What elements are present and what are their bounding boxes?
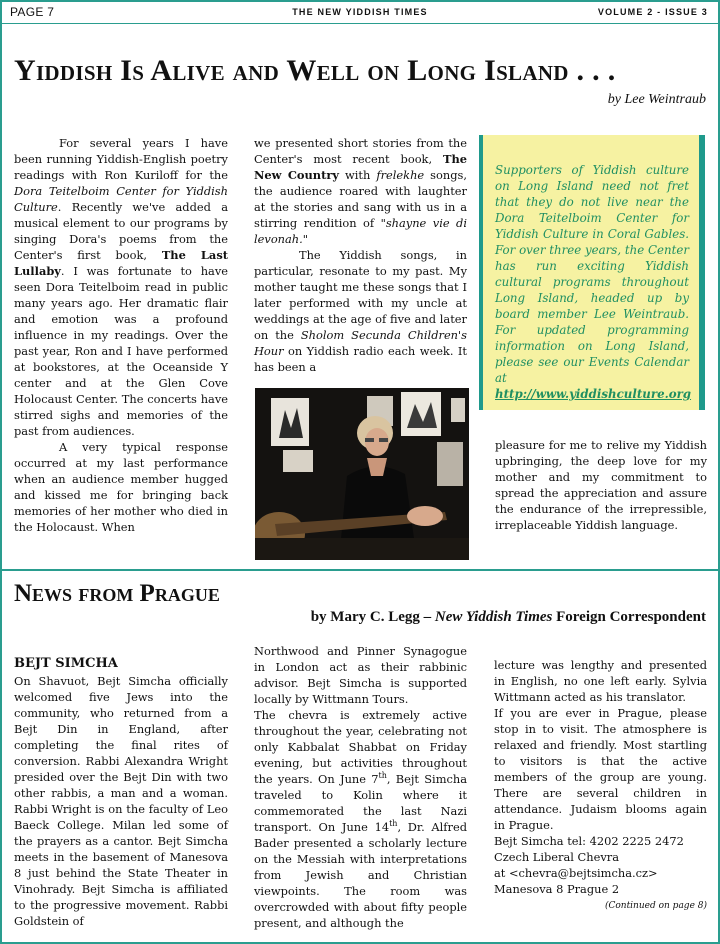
ordinal-suffix: th bbox=[378, 771, 387, 781]
text-run: , Bejt Simcha traveled to Kolin where it commemorated the last Nazi transport. On June 14 bbox=[254, 772, 467, 834]
issue-label: VOLUME 2 - ISSUE 3 bbox=[597, 7, 708, 17]
paragraph: lecture was lengthy and presented in English, no one left early. Sylvia Wittmann acted as his translator. bbox=[494, 658, 707, 704]
text-run: on Yiddish radio each week. It has been a bbox=[254, 344, 467, 374]
yiddish-word: frelekhe bbox=[376, 168, 425, 182]
section-subhead: BEJT SIMCHA bbox=[14, 656, 118, 671]
byline-role: Foreign Correspondent bbox=[552, 609, 706, 625]
prague-column-1 bbox=[14, 655, 228, 929]
paragraph: A very typical response occurred at my last performance when an audience member hugged and kissed me for bringing back memories of her mother who died in the Holocaust. When bbox=[14, 440, 228, 534]
article-column-3 bbox=[495, 437, 707, 533]
radio-show-title: Sholom Secunda Children's Hour bbox=[254, 328, 467, 358]
byline-author: by Mary C. Legg – bbox=[310, 609, 435, 625]
article-column-2 bbox=[254, 135, 467, 375]
text-run: . Recently we've added a musical element to our programs by singing Dora's poems from the Center's first book, bbox=[14, 200, 228, 262]
publication-name: THE NEW YIDDISH TIMES bbox=[292, 7, 428, 17]
text-run: we presented short stories from the Center's most recent book, bbox=[254, 136, 467, 166]
contact-email[interactable]: at <chevra@bejtsimcha.cz> bbox=[494, 866, 658, 880]
text-run: The Yiddish songs, in particular, resonate to my past. My mother taught me these songs that I later performed with my uncle at weddings at the age of five and later on the bbox=[254, 248, 467, 342]
article-title-prague: News from Prague bbox=[14, 580, 220, 607]
photo-illustration bbox=[255, 388, 469, 560]
continued-note: (Continued on page 8) bbox=[604, 901, 707, 911]
page-header bbox=[2, 2, 718, 24]
song-title: "shayne vie di levonah." bbox=[254, 216, 467, 246]
book-title: The Last Lullaby bbox=[14, 248, 228, 278]
sidebar-text: Supporters of Yiddish culture on Long Island need not fret that they do not live near the Dora Teitelboim Center for Yiddish Culture in Coral Gables. For over three years, the Center has run exciting Yiddish cultural programs throughout Long Island, headed up by board member Lee Weintraub. For updated programming information on Long Island, please see our Events Calendar at bbox=[495, 163, 689, 385]
byline-publication: New Yiddish Times bbox=[434, 609, 553, 625]
paragraph: Northwood and Pinner Synagogue in London act as their rabbinic advisor. Bejt Simcha is supported locally by Wittmann Tours. bbox=[254, 644, 467, 706]
prague-column-3 bbox=[494, 657, 707, 914]
text-run: The chevra is extremely active throughout the year, celebrating not only Kabbalat Shabbat on Friday evening, but activities throughout the years. On June 7 bbox=[254, 708, 467, 786]
article-title: Yiddish Is Alive and Well on Long Island . . . bbox=[14, 54, 616, 87]
sidebar-callout bbox=[479, 135, 705, 410]
text-run: with bbox=[338, 168, 377, 182]
text-run: , Dr. Alfred Bader presented a scholarly lecture on the Messiah with interpretations from Jewish and Christian viewpoints. The room was overcrowded with about fifty people present, and although the bbox=[254, 820, 467, 930]
article-column-1 bbox=[14, 135, 228, 535]
text-run: For several years I have been running Yiddish-English poetry readings with Ron Kuriloff for the bbox=[14, 136, 228, 182]
center-name: Dora Teitelboim Center for Yiddish Culture bbox=[14, 184, 228, 214]
section-divider bbox=[2, 569, 718, 571]
performer-photo bbox=[255, 388, 469, 560]
page-number: PAGE 7 bbox=[10, 5, 55, 19]
contact-address: Manesova 8 Prague 2 bbox=[494, 882, 620, 896]
prague-column-2 bbox=[254, 643, 467, 931]
article-byline-prague bbox=[311, 609, 706, 626]
contact-org: Czech Liberal Chevra bbox=[494, 850, 619, 864]
website-link[interactable]: http://www.yiddishculture.org bbox=[495, 387, 692, 401]
paragraph: pleasure for me to relive my Yiddish upbringing, the deep love for my mother and my commitment to spread the appreciation and assure the endurance of the irrepressible, irreplaceable Yiddish language. bbox=[495, 438, 707, 532]
contact-phone: Bejt Simcha tel: 4202 2225 2472 bbox=[494, 834, 684, 848]
article-byline: by Lee Weintraub bbox=[607, 92, 706, 107]
paragraph: If you are ever in Prague, please stop in to visit. The atmosphere is relaxed and friendly. Most startling to visitors is that the active members of the group are young. There are several children in attendance. Judaism blooms again in Prague. bbox=[494, 706, 707, 832]
ordinal-suffix: th bbox=[389, 819, 398, 829]
paragraph: On Shavuot, Bejt Simcha officially welcomed five Jews into the community, who returned from a Bejt Din in England, after completing the final rites of conversion. Rabbi Alexandra Wright presided over the Bejt Din with two other rabbis, a man and a woman. Rabbi Wright is on the faculty of Leo Baeck College. Milan led some of the prayers as a cantor. Bejt Simcha meets in the basement of Manesova 8 just behind the State Theater in Vinohrady. Bejt Simcha is affiliated to the progressive movement. Rabbi Goldstein of bbox=[14, 674, 228, 928]
text-run: songs, the audience roared with laughter at the stories and sang with us in a stirring rendition of bbox=[254, 168, 467, 230]
book-title: The New Country bbox=[254, 152, 467, 182]
text-run: . I was fortunate to have seen Dora Teitelboim read in public many years ago. Her dramatic flair and emotion was a profound influence in my readings. Over the past year, Ron and I have performed at bookstores, at the Oceanside Y center and at the Glen Cove Holocaust Center. The concerts have stirred sighs and memories of the past from audiences. bbox=[14, 264, 228, 438]
